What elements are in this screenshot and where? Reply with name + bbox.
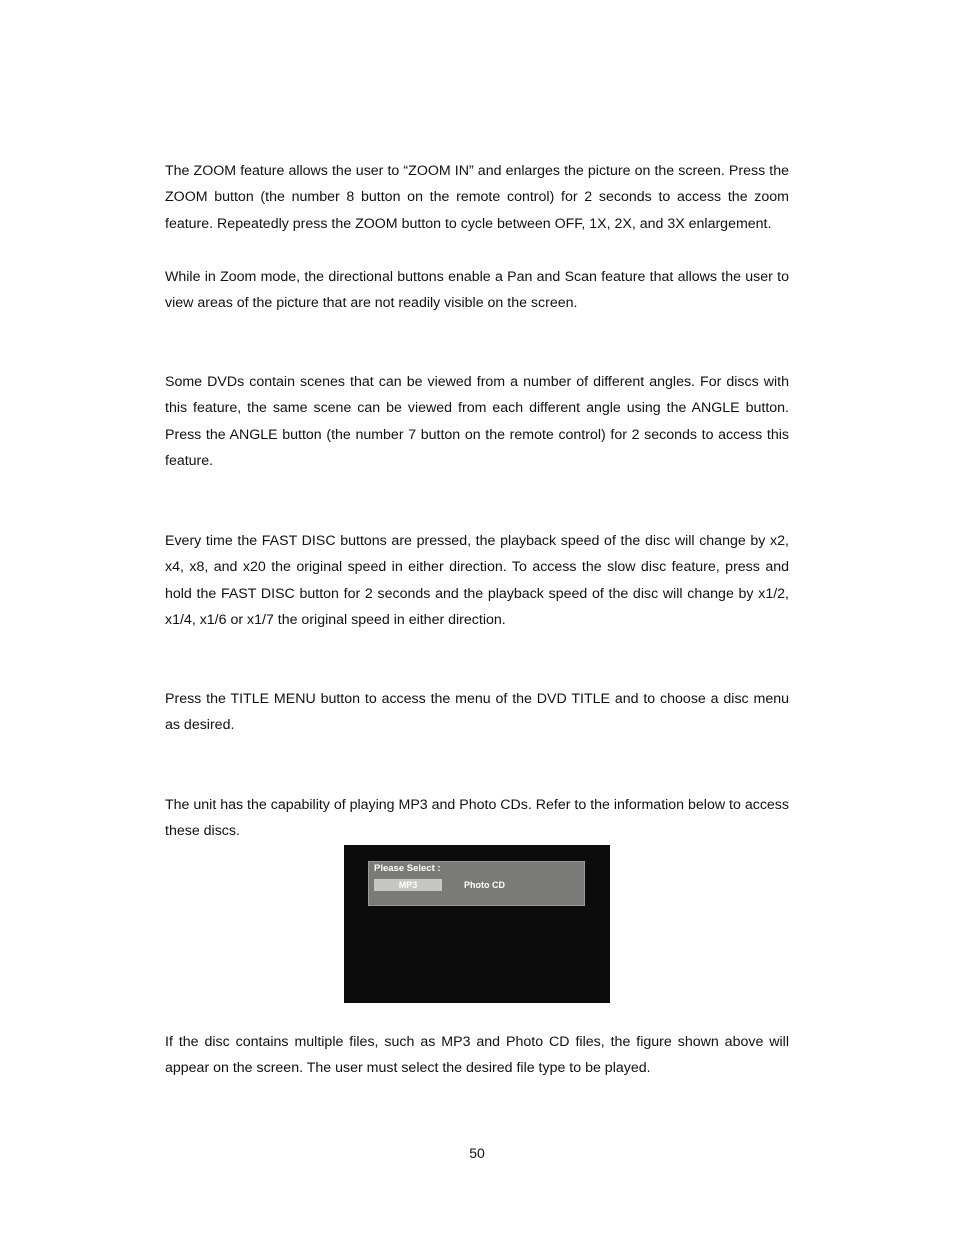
zoom-paragraph-2: While in Zoom mode, the directional buttons enable a Pan and Scan feature that allows the user to view areas of the picture that are not readily visible on the screen.: [165, 269, 789, 312]
option-photo-cd[interactable]: Photo CD: [464, 880, 505, 890]
select-panel: [368, 861, 585, 906]
mp3-photo-paragraph: The unit has the capability of playing MP3 and Photo CDs. Refer to the information below to access these discs.: [165, 797, 789, 840]
title-menu-paragraph: Press the TITLE MENU button to access the menu of the DVD TITLE and to choose a disc menu as desired.: [165, 691, 789, 734]
disc-select-screen-figure: [344, 845, 610, 1003]
option-mp3[interactable]: MP3: [374, 879, 442, 891]
zoom-paragraph-1: The ZOOM feature allows the user to “ZOOM IN” and enlarges the picture on the screen. Press the ZOOM button (the number 8 button on the remote control) for 2 seconds to access the zoom feature. Repeatedly press the ZOOM button to cycle between OFF, 1X, 2X, and 3X enlargement.: [165, 163, 789, 232]
please-select-label: Please Select :: [374, 863, 441, 874]
fast-disc-paragraph: Every time the FAST DISC buttons are pressed, the playback speed of the disc will change by x2, x4, x8, and x20 the original speed in either direction. To access the slow disc feature, press and hold the FAST DISC button for 2 seconds and the playback speed of the disc will change by x1/2, x1/4, x1/6 or x1/7 the original speed in either direction.: [165, 533, 789, 629]
page-number: 50: [469, 1145, 485, 1161]
multiple-files-paragraph: If the disc contains multiple files, such as MP3 and Photo CD files, the figure shown above will appear on the screen. The user must select the desired file type to be played.: [165, 1034, 789, 1077]
angle-paragraph: Some DVDs contain scenes that can be viewed from a number of different angles. For discs with this feature, the same scene can be viewed from each different angle using the ANGLE button. Press the ANGLE button (the number 7 button on the remote control) for 2 seconds to access this feature.: [165, 374, 789, 470]
